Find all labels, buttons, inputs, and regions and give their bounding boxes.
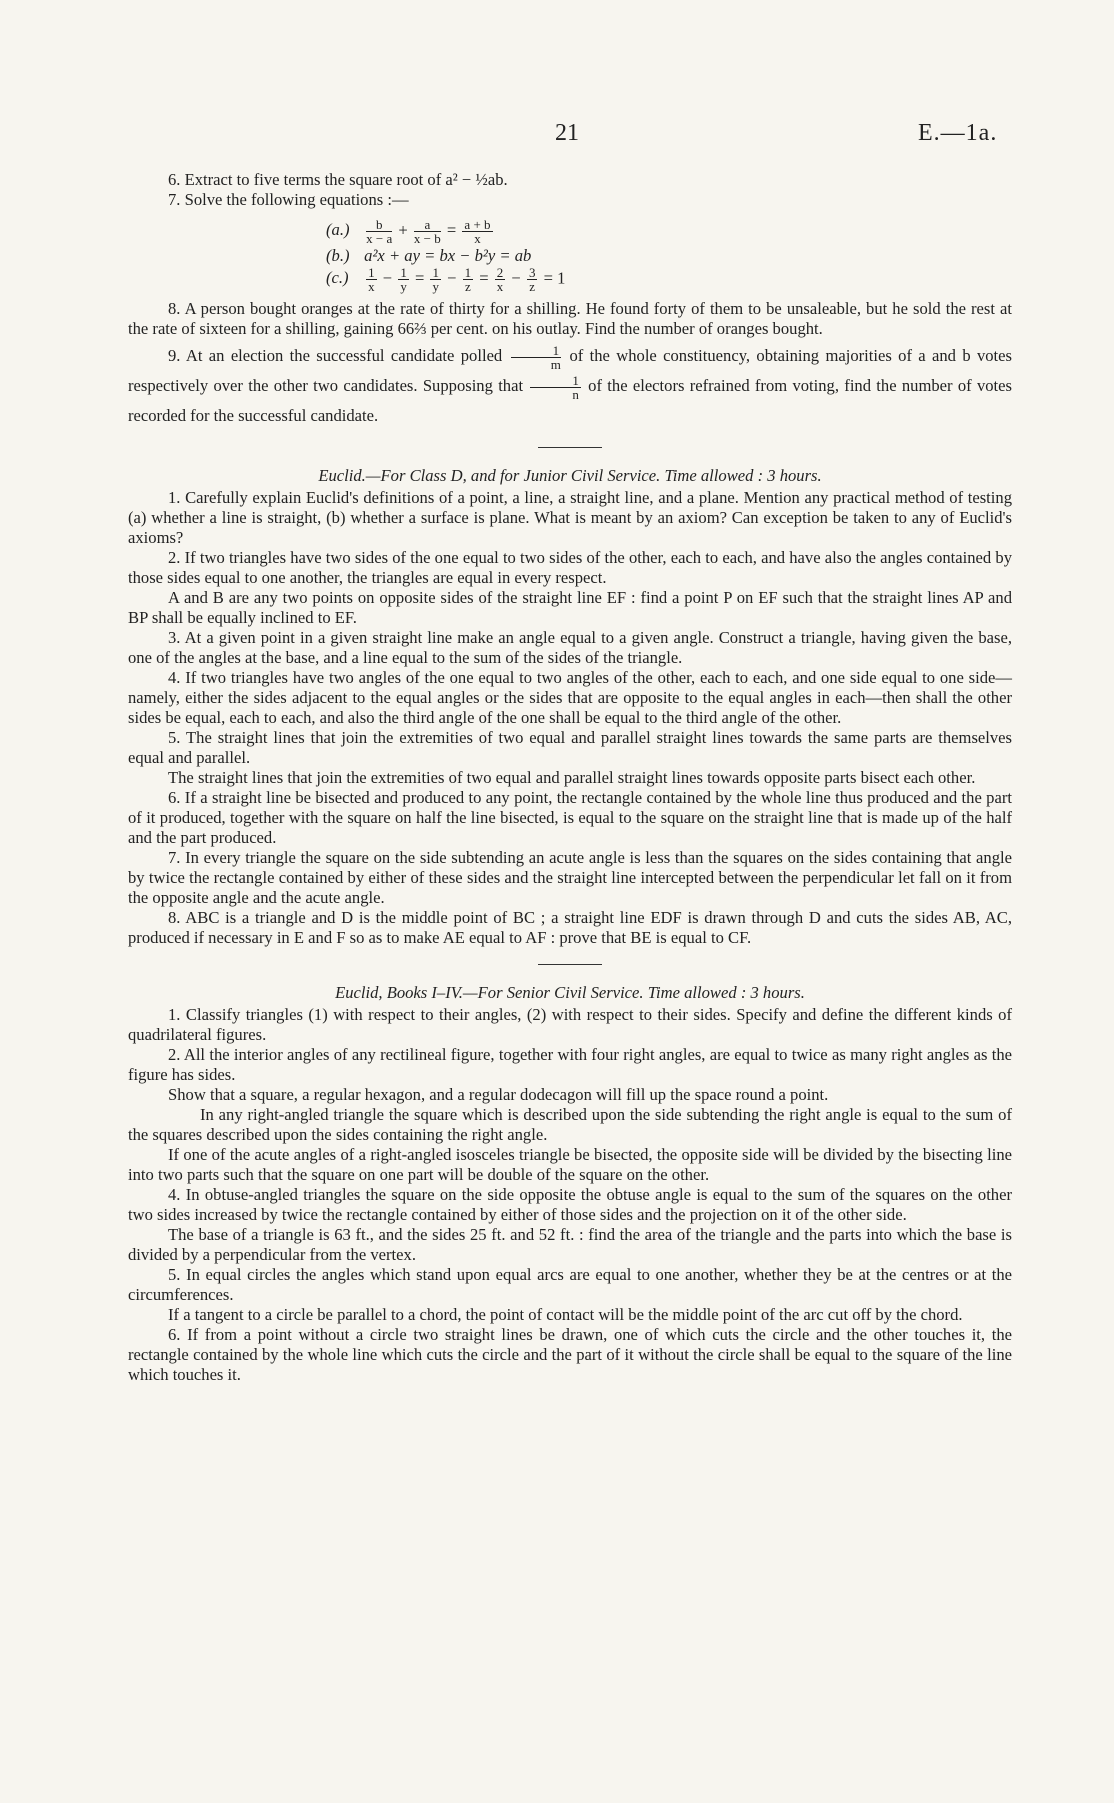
euclid_iv-paragraph: 6. If from a point without a circle two straight lines be drawn, one of which cuts the circle and the other touches it, the rectangle contained by the whole line which cuts the circle and the part of it without the circle shall be equal to the square of the line which touches it. xyxy=(128,1325,1012,1384)
euclid_d-paragraph: The straight lines that join the extremities of two equal and parallel straight lines towards opposite parts bisect each other. xyxy=(168,768,976,787)
equation-a: (a.) $\frac{b}{x - a}$ + $\frac{a}{x - b}$ = $\frac{a + b}{x}$ xyxy=(326,217,491,246)
page-number: 21 xyxy=(555,120,579,146)
euclid_d-paragraph: 3. At a given point in a given straight line make an angle equal to a given angle. Construct a triangle, having given the base, one of the angles at the base, and a line equal to the sum of the sides of the triangle. xyxy=(128,628,1012,667)
euclid_d-paragraph: 7. In every triangle the square on the side subtending an acute angle is less than the squares on the sides containing that angle by twice the rectangle contained by either of these sides and the straight line intercepted between the perpendicular let fall on it from the opposite angle and the acute angle. xyxy=(128,848,1012,907)
section-divider xyxy=(538,447,602,448)
euclid_d-paragraph: 5. The straight lines that join the extremities of two equal and parallel straight lines towards the same parts are themselves equal and parallel. xyxy=(128,728,1012,767)
question-8: 8. A person bought oranges at the rate of thirty for a shilling. He found forty of them to be unsaleable, but he sold the rest at the rate of sixteen for a shilling, gaining 66⅔ per cent. on his outlay. Find the number of oranges bought. xyxy=(128,299,1012,338)
euclid_iv-paragraph: The base of a triangle is 63 ft., and the sides 25 ft. and 52 ft. : find the area of the triangle and the parts into which the base is divided by a perpendicular from the vertex. xyxy=(128,1225,1012,1264)
section-title-euclid-d: Euclid.—For Class D, and for Junior Civil Service. Time allowed : 3 hours. xyxy=(318,466,822,485)
page-reference: E.—1a. xyxy=(918,120,998,146)
euclid_d-paragraph: 8. ABC is a triangle and D is the middle point of BC ; a straight line EDF is drawn through D and cuts the sides AB, AC, produced if necessary in E and F so as to make AE equal to AF : prove that BE is equal to CF. xyxy=(128,908,1012,947)
question-9: 9. At an election the successful candidate polled $\frac{1}{m}$ of the whole constituency, obtaining majorities of a and b votes respectively over the other two candidates. Supposing that $\frac{1}{n}$ of the electors refrained from voting, find the number of votes recorded for the successful candidate. xyxy=(128,342,1012,425)
question-7: 7. Solve the following equations :— xyxy=(168,190,409,209)
euclid-iv-questions xyxy=(128,1005,1012,1385)
euclid_iv-paragraph: In any right-angled triangle the square which is described upon the side subtending the right angle is equal to the sum of the squares described upon the sides containing the right angle. xyxy=(128,1105,1012,1144)
euclid_iv-paragraph: 5. In equal circles the angles which stand upon equal arcs are equal to one another, whether they be at the centres or at the circumferences. xyxy=(128,1265,1012,1304)
equation-b: (b.) a²x + ay = bx − b²y = ab xyxy=(326,246,532,265)
euclid_iv-paragraph: If one of the acute angles of a right-angled isosceles triangle be bisected, the opposite side will be divided by the bisecting line into two parts such that the square on one part will be double of the square on the other. xyxy=(128,1145,1012,1184)
euclid_iv-paragraph: Show that a square, a regular hexagon, and a regular dodecagon will fill up the space round a point. xyxy=(168,1085,829,1104)
section-divider xyxy=(538,964,602,965)
euclid_d-paragraph: 4. If two triangles have two angles of the one equal to two angles of the other, each to each, and one side equal to one side—namely, either the sides adjacent to the equal angles or the sides that are opposite to the equal angles in each—then shall the other sides be equal, each to each, and also the third angle of the one shall be equal to the third angle of the other. xyxy=(128,668,1012,727)
euclid_iv-paragraph: 4. In obtuse-angled triangles the square on the side opposite the obtuse angle is equal to the sum of the squares on the other two sides increased by twice the rectangle contained by either of those sides and the projection on it of the other side. xyxy=(128,1185,1012,1224)
euclid_d-paragraph: 2. If two triangles have two sides of the one equal to two sides of the other, each to each, and have also the angles contained by those sides equal to one another, the triangles are equal in every respect. xyxy=(128,548,1012,587)
euclid_iv-paragraph: 2. All the interior angles of any rectilineal figure, together with four right angles, are equal to twice as many right angles as the figure has sides. xyxy=(128,1045,1012,1084)
euclid_d-paragraph: A and B are any two points on opposite sides of the straight line EF : find a point P on EF such that the straight lines AP and BP shall be equally inclined to EF. xyxy=(128,588,1012,627)
equation-c: (c.) $\frac{1}{x}$ − $\frac{1}{y}$ = $\frac{1}{y}$ − $\frac{1}{z}$ = $\frac{2}{x}$ − $\frac{3}{z}$ = 1 xyxy=(326,265,566,294)
section-title-euclid-iv: Euclid, Books I–IV.—For Senior Civil Service. Time allowed : 3 hours. xyxy=(335,983,805,1002)
algebra-section xyxy=(128,170,1012,1385)
question-6: 6. Extract to five terms the square root of a² − ½ab. xyxy=(168,170,508,189)
euclid_iv-paragraph: If a tangent to a circle be parallel to a chord, the point of contact will be the middle point of the arc cut off by the chord. xyxy=(168,1305,963,1324)
euclid_iv-paragraph: 1. Classify triangles (1) with respect to their angles, (2) with respect to their sides. Specify and define the different kinds of quadrilateral figures. xyxy=(128,1005,1012,1044)
euclid-d-questions xyxy=(128,488,1012,948)
euclid_d-paragraph: 1. Carefully explain Euclid's definitions of a point, a line, a straight line, and a plane. Mention any practical method of testing (a) whether a line is straight, (b) whether a surface is plane. What is meant by an axiom? Can exception be taken to any of Euclid's axioms? xyxy=(128,488,1012,547)
euclid_d-paragraph: 6. If a straight line be bisected and produced to any point, the rectangle contained by the whole line thus produced and the part of it produced, together with the square on half the line bisected, is equal to the square on the straight line that is made up of the half and the part produced. xyxy=(128,788,1012,847)
